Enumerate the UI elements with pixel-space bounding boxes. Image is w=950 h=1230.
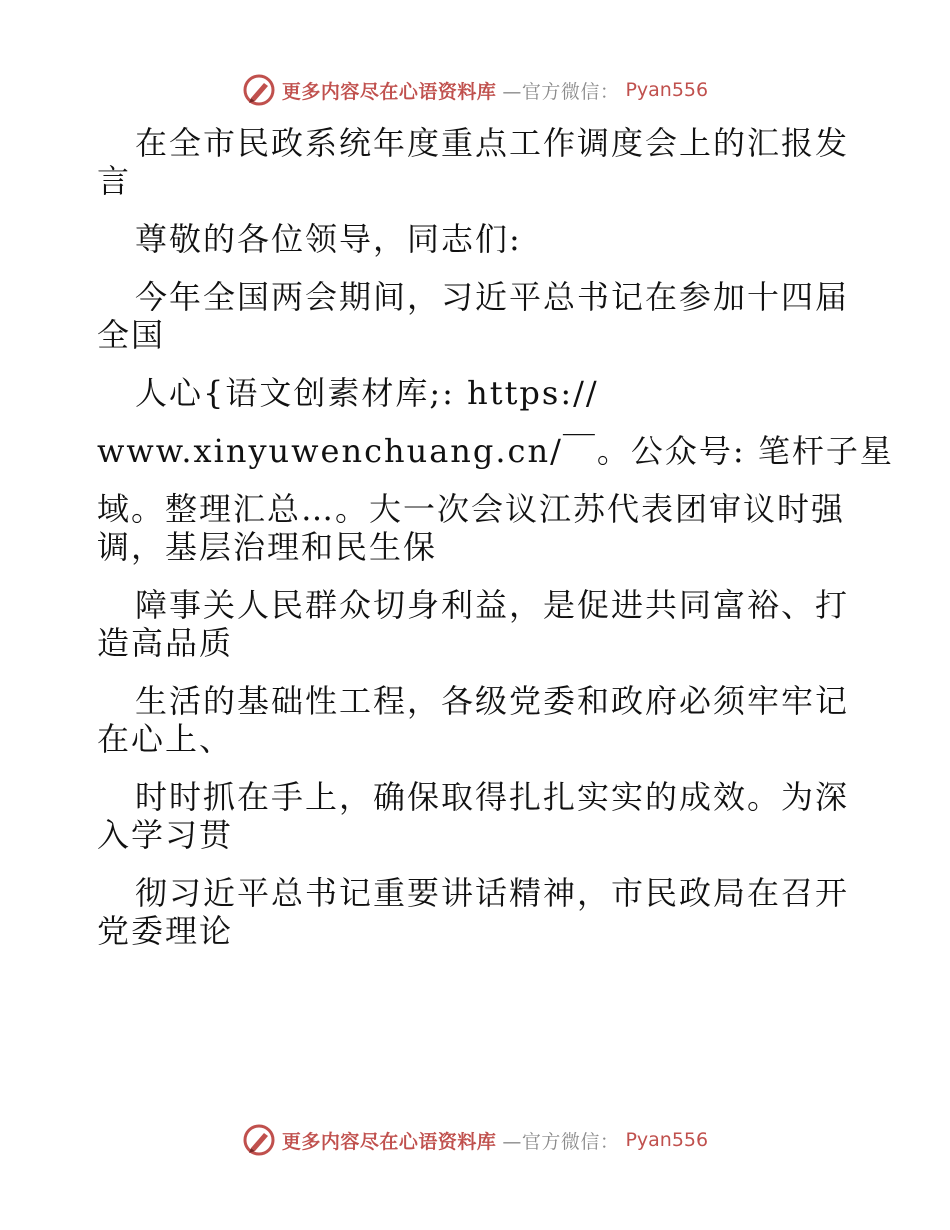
banner-title: 更多内容尽在心语资料库	[281, 1130, 497, 1153]
paragraph-line: 在心上、	[97, 720, 234, 758]
title-line-1: 在全市民政系统年度重点工作调度会上的汇报发	[135, 124, 850, 162]
header-banner	[0, 70, 950, 110]
paragraph-line: 时时抓在手上，确保取得扎扎实实的成效。为深	[135, 778, 850, 816]
paragraph-line: 人心{语文创素材库;: https://	[135, 374, 599, 412]
paragraph-line: 造高品质	[97, 624, 234, 662]
document-body	[97, 124, 894, 970]
paragraph-line: 调，基层治理和民生保	[97, 528, 438, 566]
paragraph-line: 今年全国两会期间，习近平总书记在参加十四届	[135, 278, 850, 316]
paragraph-line-url: www.xinyuwenchuang.cn/￣。公众号: 笔杆子星	[97, 432, 894, 470]
banner-official-label: —官方微信：	[502, 80, 620, 103]
paragraph-line: 党委理论	[97, 912, 234, 950]
banner-content	[242, 1123, 708, 1157]
paragraph-line: 彻习近平总书记重要讲话精神，市民政局在召开	[135, 874, 850, 912]
salutation-line: 尊敬的各位领导，同志们:	[135, 220, 522, 258]
banner-title: 更多内容尽在心语资料库	[281, 80, 497, 103]
pen-circle-logo-icon	[242, 1123, 276, 1157]
banner-content	[242, 73, 708, 107]
title-line-2: 言	[97, 162, 132, 200]
pen-circle-logo-icon	[242, 73, 276, 107]
paragraph-line: 全国	[97, 316, 166, 354]
paragraph-line: 生活的基础性工程，各级党委和政府必须牢牢记	[135, 682, 850, 720]
paragraph-line: 障事关人民群众切身利益，是促进共同富裕、打	[135, 586, 850, 624]
banner-wechat-id: Pyan556	[625, 79, 709, 101]
paragraph-line: 域。整理汇总…。大一次会议江苏代表团审议时强	[97, 490, 846, 528]
paragraph-line: 入学习贯	[97, 816, 234, 854]
banner-official-label: —官方微信：	[502, 1130, 620, 1153]
banner-wechat-id: Pyan556	[625, 1129, 709, 1151]
footer-banner	[0, 1120, 950, 1160]
